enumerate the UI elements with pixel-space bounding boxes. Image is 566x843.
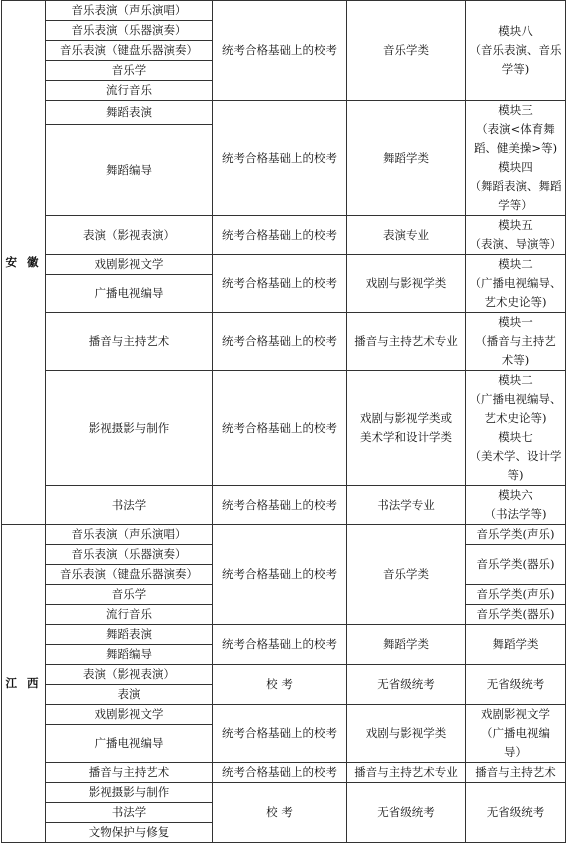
major-cell: 舞蹈表演 xyxy=(46,101,213,125)
major-cell: 音乐表演（键盘乐器演奏） xyxy=(46,41,213,61)
exam-module-cell xyxy=(466,763,566,783)
exam-module-cell xyxy=(466,313,566,371)
exam-type-cell: 统考合格基础上的校考 xyxy=(213,486,347,525)
major-cell: 舞蹈表演 xyxy=(46,625,213,645)
table-row xyxy=(2,313,566,371)
module-line: 导） xyxy=(504,745,527,759)
admission-table xyxy=(1,0,566,843)
module-line: 舞蹈学类 xyxy=(492,637,539,651)
major-cell: 书法学 xyxy=(46,486,213,525)
module-line: （音乐表演、音乐 xyxy=(469,43,562,57)
exam-category-cell: 戏剧与影视学类 xyxy=(347,705,466,763)
major-cell: 流行音乐 xyxy=(46,605,213,625)
exam-category-cell: 戏剧与影视学类 xyxy=(347,255,466,313)
exam-category-cell: 播音与主持艺术专业 xyxy=(347,313,466,371)
major-cell: 音乐表演（声乐演唱） xyxy=(46,1,213,21)
table-row xyxy=(2,486,566,525)
exam-module-cell: 音乐学类(声乐) xyxy=(466,585,566,605)
module-line: （表演<体育舞 xyxy=(476,122,555,136)
exam-type-cell: 统考合格基础上的校考 xyxy=(213,255,347,313)
module-line: （播音与主持艺 xyxy=(475,334,556,348)
exam-type-cell: 统考合格基础上的校考 xyxy=(213,625,347,665)
major-cell: 影视摄影与制作 xyxy=(46,783,213,803)
major-cell: 音乐学 xyxy=(46,585,213,605)
module-line: 模块一 xyxy=(498,315,533,329)
major-cell: 流行音乐 xyxy=(46,81,213,101)
table-row xyxy=(2,371,566,486)
exam-module-cell: 音乐学类(器乐) xyxy=(466,545,566,585)
table-row xyxy=(2,783,566,803)
exam-module-cell xyxy=(466,705,566,763)
module-line: 无省级统考 xyxy=(486,805,545,819)
table-row xyxy=(2,255,566,275)
major-cell: 广播电视编导 xyxy=(46,725,213,763)
major-cell: 表演（影视表演） xyxy=(46,665,213,685)
exam-module-cell: 音乐学类(器乐) xyxy=(466,605,566,625)
module-line: （表演、导演等） xyxy=(469,237,562,251)
module-line: （广播电视编导、 xyxy=(469,392,562,406)
major-cell: 音乐表演（声乐演唱） xyxy=(46,525,213,545)
exam-category-cell: 播音与主持艺术专业 xyxy=(347,763,466,783)
exam-module-cell xyxy=(466,101,566,216)
exam-category-cell: 音乐学类 xyxy=(347,1,466,101)
table-row xyxy=(2,216,566,255)
module-line: （舞蹈表演、舞蹈 xyxy=(469,179,562,193)
module-line: （广播电视编导、 xyxy=(469,276,562,290)
major-cell: 舞蹈编导 xyxy=(46,645,213,665)
module-line: 模块二 xyxy=(498,373,533,387)
table-row xyxy=(2,525,566,545)
exam-module-cell xyxy=(466,371,566,486)
module-line: 学等） xyxy=(498,198,533,212)
major-cell: 播音与主持艺术 xyxy=(46,763,213,783)
module-line: 模块三 xyxy=(498,103,533,117)
major-cell: 音乐表演（乐器演奏） xyxy=(46,545,213,565)
table-row xyxy=(2,665,566,685)
exam-module-cell xyxy=(466,216,566,255)
major-cell: 表演 xyxy=(46,685,213,705)
exam-type-cell: 统考合格基础上的校考 xyxy=(213,763,347,783)
module-line: 模块五 xyxy=(498,218,533,232)
module-line: 艺术史论等) xyxy=(484,411,547,425)
module-line: 无省级统考 xyxy=(486,677,545,691)
exam-category-cell: 舞蹈学类 xyxy=(347,101,466,216)
table-row xyxy=(2,705,566,725)
module-line: 模块七 xyxy=(498,430,533,444)
exam-type-cell: 统考合格基础上的校考 xyxy=(213,216,347,255)
major-cell: 舞蹈编导 xyxy=(46,125,213,216)
module-line: 学等) xyxy=(501,62,530,76)
module-line: 艺术史论等) xyxy=(484,295,547,309)
exam-type-cell: 统考合格基础上的校考 xyxy=(213,371,347,486)
module-line: （美术学、设计学 xyxy=(469,449,562,463)
exam-module-cell xyxy=(466,625,566,665)
module-line: 术等) xyxy=(501,353,530,367)
module-line: 模块二 xyxy=(498,257,533,271)
exam-category-cell: 书法学专业 xyxy=(347,486,466,525)
exam-module-cell: 音乐学类(声乐) xyxy=(466,525,566,545)
exam-type-cell: 统考合格基础上的校考 xyxy=(213,313,347,371)
exam-category-cell: 无省级统考 xyxy=(347,665,466,705)
module-line: 播音与主持艺术 xyxy=(475,765,556,779)
table-body xyxy=(2,1,566,843)
module-line: 戏剧影视文学 xyxy=(481,707,550,721)
province-cell: 安 徽 xyxy=(2,1,46,525)
major-cell: 广播电视编导 xyxy=(46,275,213,313)
major-cell: 播音与主持艺术 xyxy=(46,313,213,371)
exam-category-cell: 表演专业 xyxy=(347,216,466,255)
major-cell: 表演（影视表演） xyxy=(46,216,213,255)
exam-module-cell xyxy=(466,1,566,101)
exam-category-cell: 音乐学类 xyxy=(347,525,466,625)
exam-category-cell: 无省级统考 xyxy=(347,783,466,843)
exam-type-cell: 校 考 xyxy=(213,783,347,843)
exam-module-cell xyxy=(466,665,566,705)
exam-module-cell xyxy=(466,255,566,313)
major-cell: 音乐表演（乐器演奏） xyxy=(46,21,213,41)
module-line: （广播电视编 xyxy=(481,726,550,740)
module-line: 模块八 xyxy=(498,24,533,38)
exam-type-cell: 统考合格基础上的校考 xyxy=(213,1,347,101)
exam-type-cell: 统考合格基础上的校考 xyxy=(213,705,347,763)
major-cell: 影视摄影与制作 xyxy=(46,371,213,486)
exam-type-cell: 统考合格基础上的校考 xyxy=(213,101,347,216)
module-line: （书法学等) xyxy=(484,507,547,521)
major-cell: 音乐表演（键盘乐器演奏） xyxy=(46,565,213,585)
major-cell: 戏剧影视文学 xyxy=(46,705,213,725)
exam-module-cell xyxy=(466,486,566,525)
major-cell: 书法学 xyxy=(46,803,213,823)
exam-category-cell: 舞蹈学类 xyxy=(347,625,466,665)
module-line: 模块六 xyxy=(498,488,533,502)
table-row xyxy=(2,101,566,125)
major-cell: 戏剧影视文学 xyxy=(46,255,213,275)
module-line: 蹈、健美操>等) xyxy=(473,141,558,155)
major-cell: 文物保护与修复 xyxy=(46,823,213,843)
major-cell: 音乐学 xyxy=(46,61,213,81)
module-line: 模块四 xyxy=(498,160,533,174)
exam-type-cell: 统考合格基础上的校考 xyxy=(213,525,347,625)
exam-category-cell: 戏剧与影视学类或 美术学和设计学类 xyxy=(347,371,466,486)
table-row xyxy=(2,1,566,21)
module-line: 等) xyxy=(507,468,524,482)
table-row xyxy=(2,625,566,645)
province-cell: 江 西 xyxy=(2,525,46,843)
table-row xyxy=(2,763,566,783)
exam-type-cell: 校 考 xyxy=(213,665,347,705)
